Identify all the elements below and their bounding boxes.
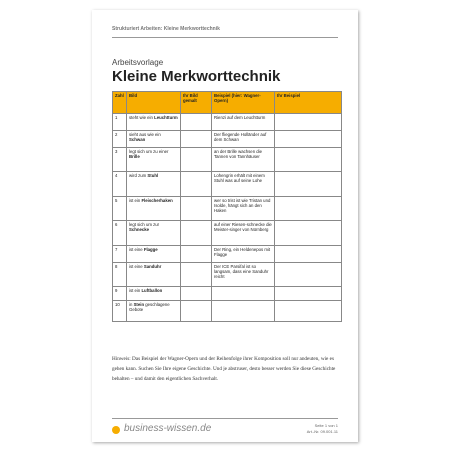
row-own-example <box>275 131 342 148</box>
document-page <box>92 10 358 442</box>
row-image-description <box>127 131 181 148</box>
row-own-drawing <box>181 197 212 221</box>
row-number: 7 <box>113 246 127 263</box>
row-own-drawing <box>181 246 212 263</box>
row-own-drawing <box>181 221 212 246</box>
row-number: 8 <box>113 263 127 287</box>
column-header-image: Bild <box>127 92 181 114</box>
image-text-suffix: geschlagene Gebote <box>129 302 170 313</box>
row-number: 9 <box>113 287 127 301</box>
row-own-example <box>275 114 342 131</box>
table-body <box>113 114 342 322</box>
row-own-example <box>275 148 342 172</box>
row-own-example <box>275 221 342 246</box>
page-title: Kleine Merkworttechnik <box>112 68 281 85</box>
image-text: ist eine <box>129 247 143 252</box>
table-row <box>113 221 342 246</box>
footer-logo: business-wissen.de <box>124 423 212 434</box>
row-image-description <box>127 287 181 301</box>
row-own-example <box>275 301 342 322</box>
table-row <box>113 131 342 148</box>
logo-dot-icon <box>112 426 120 434</box>
hint-text: Hinweis: Das Beispiel der Wagner-Opern und der Reihenfolge ihrer Komposition soll nur andeuten, wie es gehen kann. Suchen Sie Ihre eigene Geschichte. Und je abstruser, desto besser werden Sie diese Geschichte behalten – und damit den eigentlichen Sachverhalt. <box>112 356 336 382</box>
row-example: Der fliegende Holländer auf dem Schwan <box>212 131 275 148</box>
row-example <box>212 301 275 322</box>
article-number: Art.-Nr. 09.001.11 <box>306 429 338 434</box>
table-row <box>113 197 342 221</box>
column-header-number: Zahl <box>113 92 127 114</box>
row-own-example <box>275 263 342 287</box>
image-keyword: Leuchtturm <box>154 115 178 120</box>
row-number: 3 <box>113 148 127 172</box>
row-number: 6 <box>113 221 127 246</box>
row-own-drawing <box>181 148 212 172</box>
table-row <box>113 172 342 197</box>
row-own-example <box>275 197 342 221</box>
table-row <box>113 148 342 172</box>
image-keyword: Schwan <box>129 137 146 143</box>
row-image-description <box>127 221 181 246</box>
row-own-drawing <box>181 131 212 148</box>
row-example: auf einer Riesen-schnecke die Meister-singer von Nürnberg <box>212 221 275 246</box>
image-keyword: Luftballon <box>141 288 163 293</box>
image-text: legt sich um zu einer <box>129 149 169 154</box>
page-header: Strukturiert Arbeiten: Kleine Merkworttechnik <box>112 26 338 38</box>
row-image-description <box>127 301 181 322</box>
row-own-drawing <box>181 301 212 322</box>
row-image-description <box>127 263 181 287</box>
row-own-example <box>275 246 342 263</box>
page-number: Seite 1 von 1 <box>314 423 338 428</box>
mnemonic-table <box>112 91 342 322</box>
footer-meta <box>307 423 338 435</box>
row-number: 4 <box>113 172 127 197</box>
row-image-description <box>127 172 181 197</box>
table-row <box>113 301 342 322</box>
column-header-example: Beispiel (hier: Wagner-Opern) <box>212 92 275 114</box>
image-text: in <box>129 302 133 307</box>
row-own-example <box>275 287 342 301</box>
image-text: ist ein <box>129 288 141 293</box>
footer-divider <box>112 418 338 419</box>
row-number: 1 <box>113 114 127 131</box>
image-keyword: Stuhl <box>147 173 159 178</box>
image-keyword: Sanduhr <box>143 264 162 269</box>
row-example: Der ICE Parsifal ist so langsam, dass eine Sanduhr reicht <box>212 263 275 287</box>
table-row <box>113 246 342 263</box>
document-label: Arbeitsvorlage <box>112 58 164 67</box>
image-keyword: Stein <box>133 302 145 307</box>
row-example: Der Ring, ein Heldenepos mit Flagge <box>212 246 275 263</box>
row-example: an der Brille wachsen die Tannen von Tannhäuser <box>212 148 275 172</box>
row-own-drawing <box>181 114 212 131</box>
column-header-own-drawing: Ihr Bild gemalt <box>181 92 212 114</box>
row-example <box>212 287 275 301</box>
column-header-own-example: Ihr Beispiel <box>275 92 342 114</box>
row-image-description <box>127 114 181 131</box>
image-text: sieht aus wie ein <box>129 132 161 137</box>
row-image-description <box>127 148 181 172</box>
image-keyword: Brille <box>129 154 140 160</box>
row-number: 2 <box>113 131 127 148</box>
image-keyword: Schnecke <box>129 227 150 233</box>
table-row <box>113 287 342 301</box>
image-text: ist ein <box>129 198 141 203</box>
table-row <box>113 114 342 131</box>
row-number: 10 <box>113 301 127 322</box>
row-example: wer so trist ist wie Tristan und Isolde, hängt sich an den Haken <box>212 197 275 221</box>
table-row <box>113 263 342 287</box>
row-example: Lohengrin erhält mit einem Stuhl was auf seine Lohe <box>212 172 275 197</box>
row-image-description <box>127 197 181 221</box>
row-own-drawing <box>181 172 212 197</box>
image-text: steht wie ein <box>129 115 153 120</box>
image-text: legt sich um zur <box>129 222 160 227</box>
row-own-example <box>275 172 342 197</box>
row-number: 5 <box>113 197 127 221</box>
row-own-drawing <box>181 263 212 287</box>
image-text: wird zum <box>129 173 147 178</box>
row-example: Rienzi auf dem Leuchtturm <box>212 114 275 131</box>
image-keyword: Fleischerhaken <box>141 198 173 203</box>
image-keyword: Flagge <box>143 247 158 252</box>
image-text: ist eine <box>129 264 143 269</box>
row-image-description <box>127 246 181 263</box>
table-header-row <box>113 92 342 114</box>
row-own-drawing <box>181 287 212 301</box>
